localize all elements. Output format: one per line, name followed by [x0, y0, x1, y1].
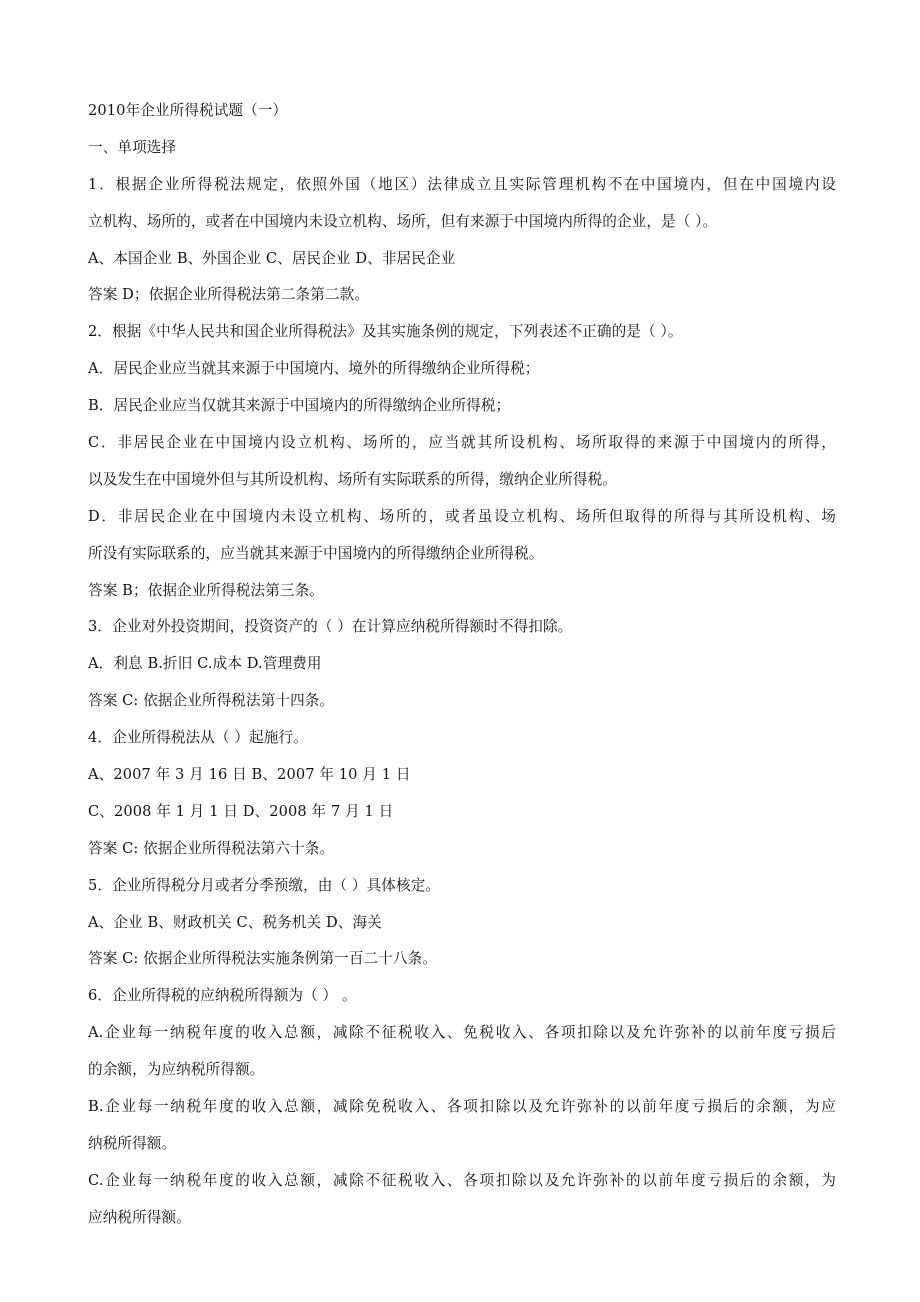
question-option: C．非居民企业在中国境内设立机构、场所的，应当就其所设机构、场所取得的来源于中国境内的所得，: [88, 434, 836, 452]
question-options: C、2008 年 1 月 1 日 D、2008 年 7 月 1 日: [88, 802, 394, 820]
question-stem: 3．企业对外投资期间，投资资产的（ ）在计算应纳税所得额时不得扣除。: [88, 618, 573, 636]
answer-text: 答案 B；依据企业所得税法第三条。: [88, 581, 324, 599]
question-options: A、企业 B、财政机关 C、税务机关 D、海关: [88, 913, 382, 931]
question-1: [88, 167, 836, 315]
question-option: 应纳税所得额。: [88, 1208, 191, 1226]
document-page: [88, 93, 836, 1237]
question-2: [88, 314, 836, 609]
question-stem: 1．根据企业所得税法规定，依照外国（地区）法律成立且实际管理机构不在中国境内，但在中国境内设: [88, 175, 836, 193]
question-option: C.企业每一纳税年度的收入总额，减除不征税收入、各项扣除以及允许弥补的以前年度亏损后的余额，为: [88, 1171, 836, 1189]
question-4: [88, 720, 836, 868]
question-stem: 5．企业所得税分月或者分季预缴，由（ ）具体核定。: [88, 876, 441, 894]
section-heading: 一、单项选择: [88, 138, 177, 156]
question-option: B.企业每一纳税年度的收入总额，减除免税收入、各项扣除以及允许弥补的以前年度亏损后的余额，为应: [88, 1098, 836, 1116]
question-stem: 6．企业所得税的应纳税所得额为（ ） 。: [88, 987, 357, 1005]
question-option: A.企业每一纳税年度的收入总额，减除不征税收入、免税收入、各项扣除以及允许弥补的以前年度亏损后: [88, 1024, 836, 1042]
question-option: 以及发生在中国境外但与其所设机构、场所有实际联系的所得，缴纳企业所得税。: [88, 470, 617, 488]
question-option: B．居民企业应当仅就其来源于中国境内的所得缴纳企业所得税；: [88, 397, 511, 415]
question-option: 所没有实际联系的，应当就其来源于中国境内的所得缴纳企业所得税。: [88, 544, 544, 562]
answer-text: 答案 C: 依据企业所得税法实施条例第一百二十八条。: [88, 950, 438, 968]
question-6: [88, 978, 836, 1236]
question-option: 的余额，为应纳税所得额。: [88, 1061, 265, 1079]
question-3: [88, 609, 836, 720]
document-title: 2010年企业所得税试题（一）: [88, 102, 288, 119]
question-stem: 2．根据《中华人民共和国企业所得税法》及其实施条例的规定，下列表述不正确的是（ ）。: [88, 323, 683, 341]
question-options: A、本国企业 B、外国企业 C、居民企业 D、非居民企业: [88, 249, 456, 267]
question-5: [88, 868, 836, 979]
question-option: D．非居民企业在中国境内未设立机构、场所的，或者虽设立机构、场所但取得的所得与其所设机构、场: [88, 507, 836, 525]
answer-text: 答案 C: 依据企业所得税法第十四条。: [88, 692, 335, 710]
question-options: A．利息 B.折旧 C.成本 D.管理费用: [88, 655, 322, 673]
answer-text: 答案 D；依据企业所得税法第二条第二款。: [88, 286, 370, 304]
question-option: A．居民企业应当就其来源于中国境内、境外的所得缴纳企业所得税；: [88, 360, 540, 378]
question-option: 纳税所得额。: [88, 1134, 177, 1152]
answer-text: 答案 C: 依据企业所得税法第六十条。: [88, 839, 335, 857]
question-stem: 4．企业所得税法从（ ）起施行。: [88, 729, 308, 747]
question-options: A、2007 年 3 月 16 日 B、2007 年 10 月 1 日: [88, 766, 411, 784]
question-stem: 立机构、场所的，或者在中国境内未设立机构、场所，但有来源于中国境内所得的企业，是（ ）。: [88, 212, 718, 230]
